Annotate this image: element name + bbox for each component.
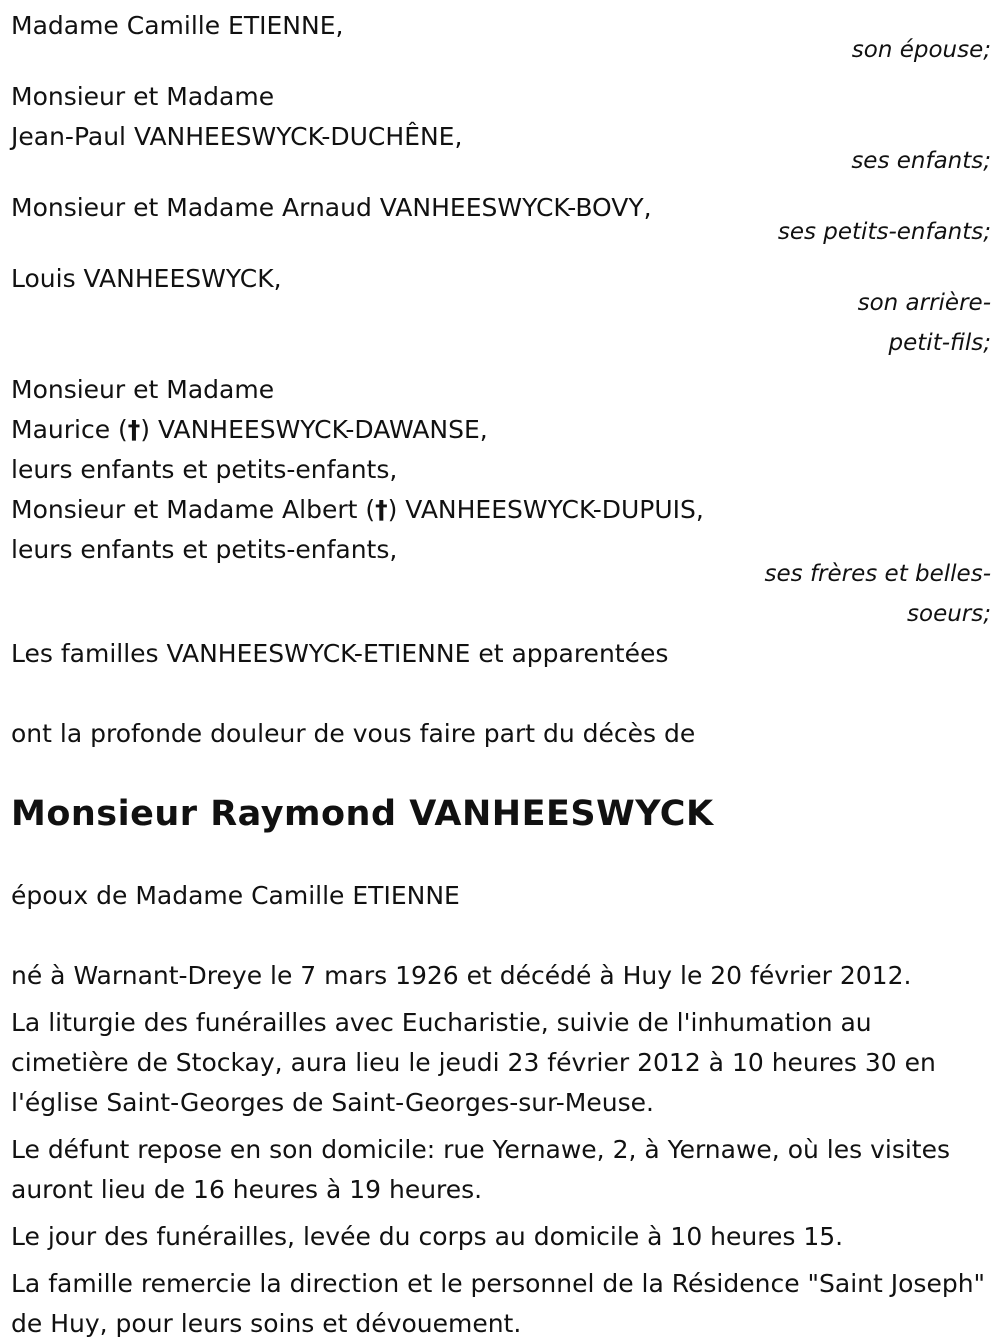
children-line1: Monsieur et Madame	[11, 82, 275, 111]
cross-icon: †	[375, 495, 388, 524]
thanks-paragraph: La famille remercie la direction et le personnel de la Résidence "Saint Joseph" de Huy, pour leurs soins et dévouement.	[11, 1269, 986, 1338]
spouse-role: son épouse;	[851, 37, 991, 63]
cross-icon: †	[127, 415, 141, 444]
siblings-line1: Monsieur et Madame	[11, 375, 275, 404]
siblings-line5: leurs enfants et petits-enfants,	[11, 535, 398, 564]
grandchildren-name: Monsieur et Madame Arnaud VANHEESWYCK-BOVY,	[11, 193, 652, 222]
liturgy-paragraph: La liturgie des funérailles avec Eucharistie, suivie de l'inhumation au cimetière de Stockay, aura lieu le jeudi 23 février 2012 à 10 heures 30 en l'église Saint-Georges de Saint-Georges-sur-Meuse.	[11, 1008, 936, 1117]
siblings-line3: leurs enfants et petits-enfants,	[11, 455, 398, 484]
siblings-line2	[11, 410, 991, 450]
announcement: ont la profonde douleur de vous faire part du décès de	[11, 719, 696, 748]
siblings-line2-a: Maurice (	[11, 415, 128, 444]
siblings-line4-a: Monsieur et Madame Albert (	[11, 495, 376, 524]
great-grandchild-role-2: petit-fils;	[888, 330, 991, 356]
great-grandchild-name: Louis VANHEESWYCK,	[11, 264, 282, 293]
great-grandchild-role-1: son arrière-	[857, 290, 991, 316]
deceased-name: Monsieur Raymond VANHEESWYCK	[11, 794, 714, 834]
repose-paragraph: Le défunt repose en son domicile: rue Yernawe, 2, à Yernawe, où les visites auront lieu de 16 heures à 19 heures.	[11, 1135, 951, 1204]
families-line: Les familles VANHEESWYCK-ETIENNE et apparentées	[11, 639, 669, 668]
children-role: ses enfants;	[851, 148, 991, 174]
children-line2: Jean-Paul VANHEESWYCK-DUCHÊNE,	[11, 122, 463, 151]
siblings-line2-b: ) VANHEESWYCK-DAWANSE,	[140, 415, 488, 444]
death-notice	[11, 6, 991, 1344]
birth-death-paragraph: né à Warnant-Dreye le 7 mars 1926 et décédé à Huy le 20 février 2012.	[11, 961, 912, 990]
siblings-line4-b: ) VANHEESWYCK-DUPUIS,	[387, 495, 704, 524]
siblings-role-2: soeurs;	[907, 601, 991, 627]
siblings-line4	[11, 490, 991, 530]
grandchildren-role: ses petits-enfants;	[777, 219, 991, 245]
levee-paragraph: Le jour des funérailles, levée du corps au domicile à 10 heures 15.	[11, 1222, 844, 1251]
spouse-name: Madame Camille ETIENNE,	[11, 11, 344, 40]
spouse-of: époux de Madame Camille ETIENNE	[11, 881, 460, 910]
siblings-role-1: ses frères et belles-	[764, 561, 991, 587]
